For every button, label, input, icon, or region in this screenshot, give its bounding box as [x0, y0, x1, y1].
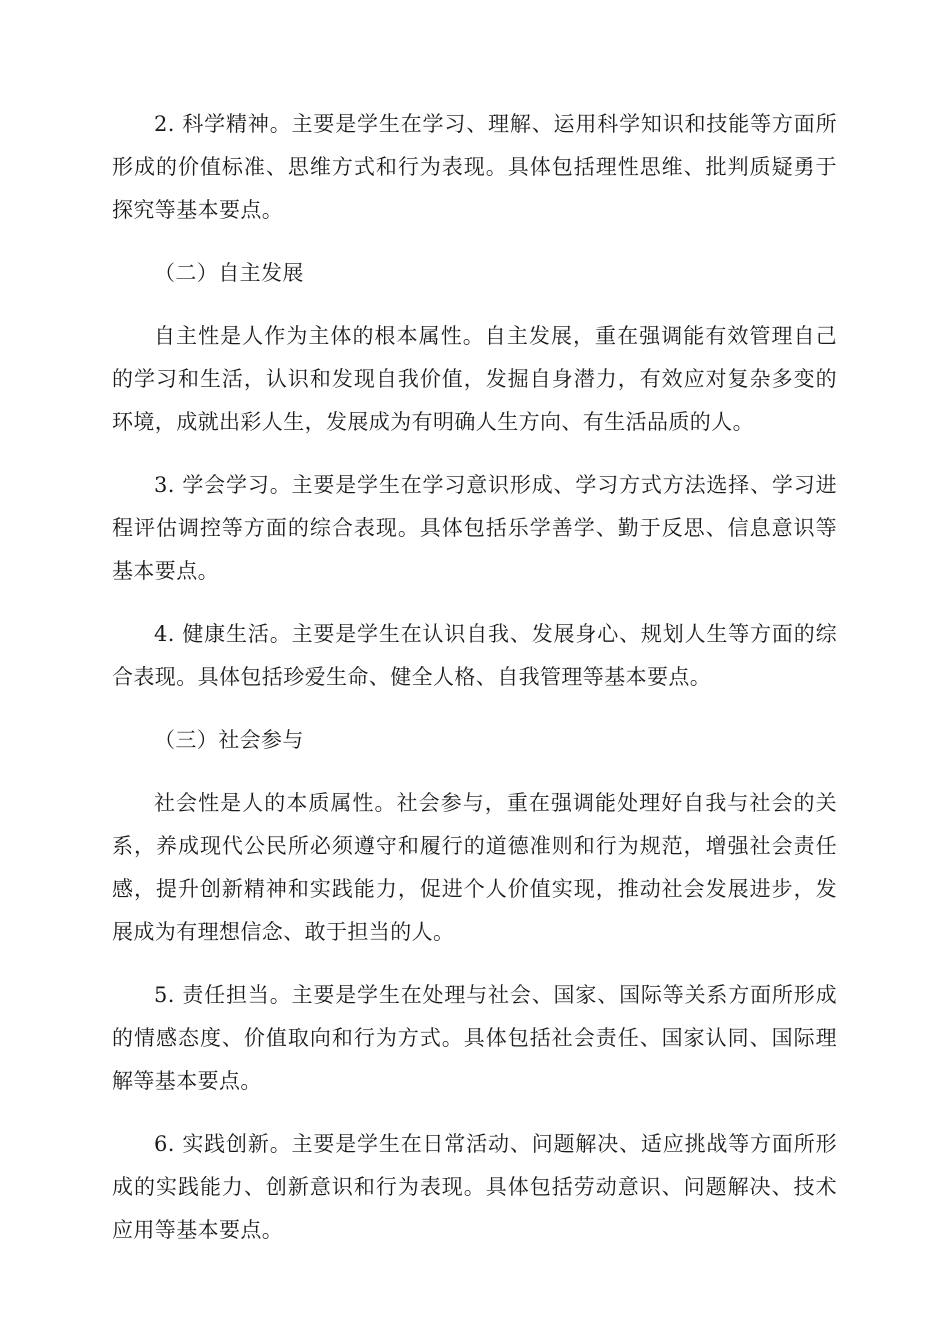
document-body — [112, 103, 837, 1272]
paragraph-practice-innovation: 6. 实践创新。主要是学生在日常活动、问题解决、适应挑战等方面所形成的实践能力、创新意识和行为表现。具体包括劳动意识、问题解决、技术应用等基本要点。 — [112, 1132, 837, 1242]
section-heading-social-participation: （三）社会参与 — [154, 728, 304, 752]
paragraph-science-spirit: 2. 科学精神。主要是学生在学习、理解、运用科学知识和技能等方面所形成的价值标准、思维方式和行为表现。具体包括理性思维、批判质疑勇于探究等基本要点。 — [112, 112, 837, 222]
paragraph-sociality: 社会性是人的本质属性。社会参与，重在强调能处理好自我与社会的关系，养成现代公民所必须遵守和履行的道德准则和行为规范，增强社会责任感，提升创新精神和实践能力，促进个人价值实现，推动社会发展进步，发展成为有理想信念、敢于担当的人。 — [112, 791, 837, 944]
paragraph-healthy-living: 4. 健康生活。主要是学生在认识自我、发展身心、规划人生等方面的综合表现。具体包括珍爱生命、健全人格、自我管理等基本要点。 — [112, 622, 837, 689]
paragraph-learning-to-learn: 3. 学会学习。主要是学生在学习意识形成、学习方式方法选择、学习进程评估调控等方面的综合表现。具体包括乐学善学、勤于反思、信息意识等基本要点。 — [112, 473, 837, 583]
paragraph-responsibility: 5. 责任担当。主要是学生在处理与社会、国家、国际等关系方面所形成的情感态度、价值取向和行为方式。具体包括社会责任、国家认同、国际理解等基本要点。 — [112, 983, 837, 1093]
section-heading-autonomous-development: （二）自主发展 — [154, 261, 304, 285]
paragraph-autonomy: 自主性是人作为主体的根本属性。自主发展，重在强调能有效管理自己的学习和生活，认识和发现自我价值，发掘自身潜力，有效应对复杂多变的环境，成就出彩人生，发展成为有明确人生方向、有生活品质的人。 — [112, 324, 837, 434]
